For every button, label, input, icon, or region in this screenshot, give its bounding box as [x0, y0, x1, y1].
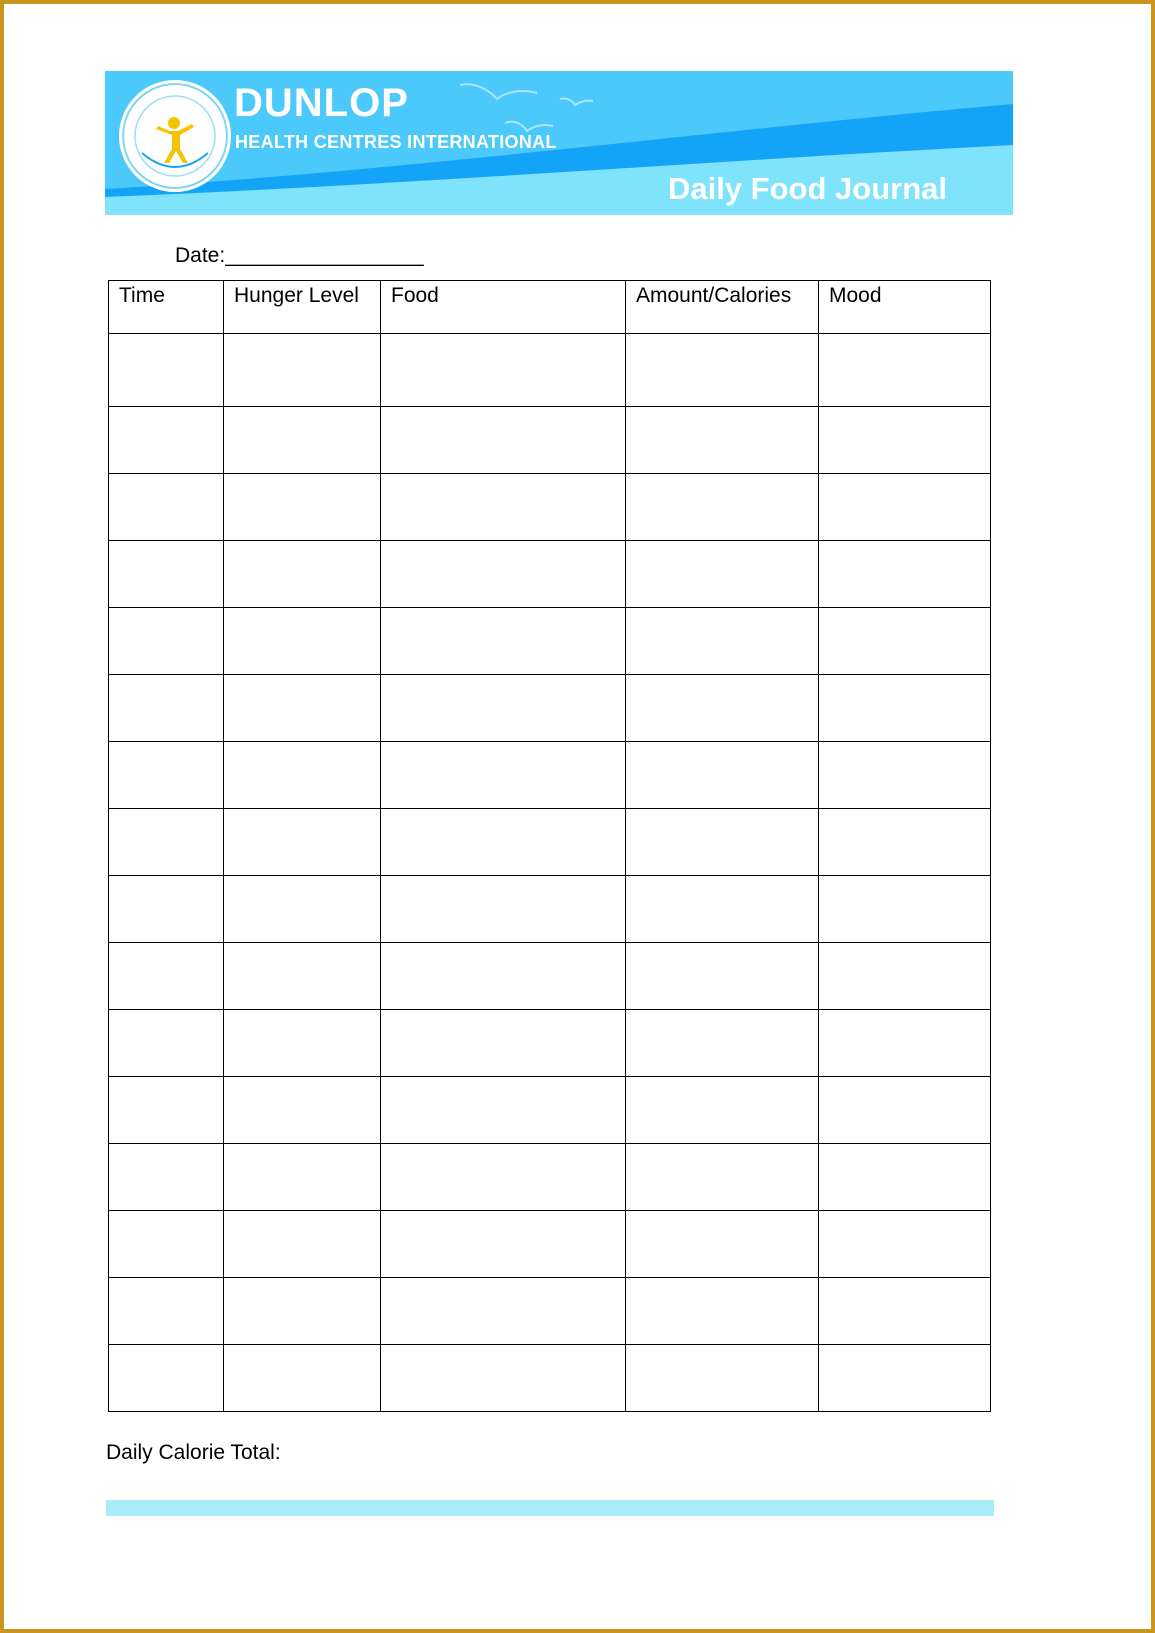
- table-cell[interactable]: [224, 334, 381, 407]
- table-cell[interactable]: [381, 1345, 626, 1412]
- table-cell[interactable]: [819, 742, 991, 809]
- table-cell[interactable]: [819, 675, 991, 742]
- table-cell[interactable]: [381, 742, 626, 809]
- table-cell[interactable]: [381, 675, 626, 742]
- table-cell[interactable]: [626, 608, 819, 675]
- table-cell[interactable]: [381, 876, 626, 943]
- table-cell[interactable]: [381, 541, 626, 608]
- table-cell[interactable]: [626, 943, 819, 1010]
- table-cell[interactable]: [626, 809, 819, 876]
- table-cell[interactable]: [109, 1278, 224, 1345]
- table-row: [109, 474, 991, 541]
- table-cell[interactable]: [819, 876, 991, 943]
- table-cell[interactable]: [224, 474, 381, 541]
- brand-subtitle: HEALTH CENTRES INTERNATIONAL: [235, 132, 557, 152]
- table-row: [109, 809, 991, 876]
- table-cell[interactable]: [224, 1278, 381, 1345]
- table-cell[interactable]: [381, 943, 626, 1010]
- table-cell[interactable]: [109, 407, 224, 474]
- table-row: [109, 1010, 991, 1077]
- table-cell[interactable]: [109, 474, 224, 541]
- date-field[interactable]: Date:_________________: [175, 244, 424, 267]
- table-row: [109, 943, 991, 1010]
- table-cell[interactable]: [224, 1144, 381, 1211]
- table-cell[interactable]: [224, 943, 381, 1010]
- table-row: [109, 334, 991, 407]
- table-cell[interactable]: [381, 334, 626, 407]
- journal-title: Daily Food Journal: [667, 171, 947, 206]
- column-header-time: Time: [109, 281, 224, 334]
- table-row: [109, 1278, 991, 1345]
- table-cell[interactable]: [381, 809, 626, 876]
- table-cell[interactable]: [819, 541, 991, 608]
- table-cell[interactable]: [381, 608, 626, 675]
- table-cell[interactable]: [109, 541, 224, 608]
- table-cell[interactable]: [224, 1211, 381, 1278]
- table-cell[interactable]: [626, 541, 819, 608]
- table-row: [109, 608, 991, 675]
- table-cell[interactable]: [224, 809, 381, 876]
- table-cell[interactable]: [626, 1345, 819, 1412]
- table-body: [109, 334, 991, 1412]
- column-header-mood: Mood: [819, 281, 991, 334]
- table-cell[interactable]: [224, 876, 381, 943]
- table-cell[interactable]: [109, 809, 224, 876]
- table-cell[interactable]: [224, 608, 381, 675]
- table-cell[interactable]: [109, 675, 224, 742]
- table-cell[interactable]: [224, 407, 381, 474]
- table-cell[interactable]: [381, 1278, 626, 1345]
- table-cell[interactable]: [381, 1211, 626, 1278]
- table-cell[interactable]: [626, 1010, 819, 1077]
- table-cell[interactable]: [224, 675, 381, 742]
- header-banner: [105, 71, 1013, 215]
- table-cell[interactable]: [224, 541, 381, 608]
- daily-calorie-total: Daily Calorie Total:: [106, 1441, 281, 1464]
- table-cell[interactable]: [224, 1345, 381, 1412]
- table-cell[interactable]: [819, 809, 991, 876]
- table-cell[interactable]: [626, 1278, 819, 1345]
- table-cell[interactable]: [626, 675, 819, 742]
- table-cell[interactable]: [109, 1211, 224, 1278]
- table-row: [109, 1345, 991, 1412]
- table-row: [109, 876, 991, 943]
- table-cell[interactable]: [109, 1010, 224, 1077]
- table-cell[interactable]: [626, 876, 819, 943]
- table-row: [109, 742, 991, 809]
- table-cell[interactable]: [626, 334, 819, 407]
- table-cell[interactable]: [224, 742, 381, 809]
- footer-bar: [106, 1500, 994, 1516]
- table-row: [109, 407, 991, 474]
- table-cell[interactable]: [819, 407, 991, 474]
- food-journal-table: [108, 280, 991, 1412]
- table-cell[interactable]: [109, 742, 224, 809]
- table-cell[interactable]: [819, 1278, 991, 1345]
- table-header-row: [109, 281, 991, 334]
- table-cell[interactable]: [819, 474, 991, 541]
- table-cell[interactable]: [109, 943, 224, 1010]
- table-cell[interactable]: [819, 1211, 991, 1278]
- table-cell[interactable]: [224, 1010, 381, 1077]
- table-cell[interactable]: [109, 1345, 224, 1412]
- table-cell[interactable]: [381, 1144, 626, 1211]
- table-cell[interactable]: [819, 943, 991, 1010]
- brand-name: DUNLOP: [234, 81, 409, 125]
- column-header-hunger-level: Hunger Level: [224, 281, 381, 334]
- table-cell[interactable]: [626, 474, 819, 541]
- table-cell[interactable]: [109, 876, 224, 943]
- table-cell[interactable]: [819, 1345, 991, 1412]
- table-row: [109, 541, 991, 608]
- table-cell[interactable]: [626, 1211, 819, 1278]
- table-cell[interactable]: [109, 334, 224, 407]
- logo-figure-icon: [122, 83, 228, 189]
- table-cell[interactable]: [224, 1077, 381, 1144]
- table-cell[interactable]: [381, 1077, 626, 1144]
- table-cell[interactable]: [381, 1010, 626, 1077]
- column-header-amount-calories: Amount/Calories: [626, 281, 819, 334]
- table-cell[interactable]: [819, 1077, 991, 1144]
- table-cell[interactable]: [626, 1077, 819, 1144]
- table-cell[interactable]: [819, 1010, 991, 1077]
- table-cell[interactable]: [109, 608, 224, 675]
- table-row: [109, 1211, 991, 1278]
- dunlop-logo: [119, 80, 231, 192]
- table-row: [109, 1077, 991, 1144]
- column-header-food: Food: [381, 281, 626, 334]
- table-cell[interactable]: [109, 1144, 224, 1211]
- table-row: [109, 1144, 991, 1211]
- table-cell[interactable]: [819, 334, 991, 407]
- table-cell[interactable]: [381, 407, 626, 474]
- table-cell[interactable]: [626, 742, 819, 809]
- table-cell[interactable]: [381, 474, 626, 541]
- table-row: [109, 675, 991, 742]
- table-cell[interactable]: [819, 608, 991, 675]
- table-cell[interactable]: [626, 407, 819, 474]
- table-cell[interactable]: [109, 1077, 224, 1144]
- table-cell[interactable]: [626, 1144, 819, 1211]
- table-cell[interactable]: [819, 1144, 991, 1211]
